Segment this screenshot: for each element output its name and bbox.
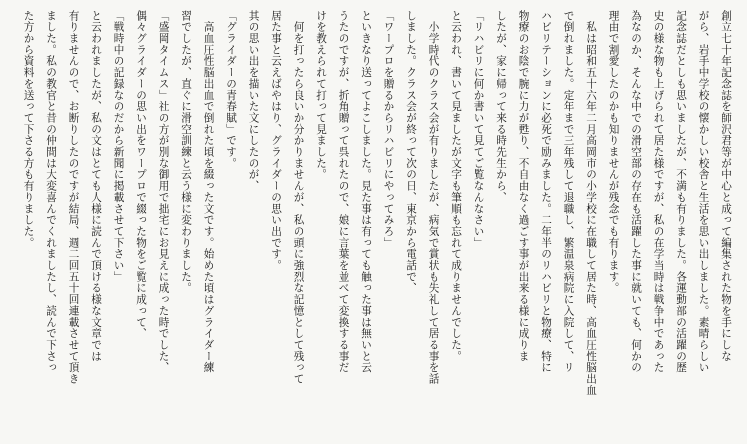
vertical-text-body [11,10,737,426]
text-line: 高血圧性脳出血で倒れた頃を綴った文です。始めた頃はグライダー練 [202,10,215,374]
text-line: で倒れました。定年まで三年残して退職し、繁温泉病院に入院して、リ [562,10,575,374]
text-line: ました。私の教官と昔の仲間は大変喜んでくれましたし、読んで下さっ [45,10,57,374]
text-line: 習でしたが、直ぐに滑空訓練と云う様に変わりました。 [180,10,192,294]
text-line: ハビリテーションに必死で励みました。二年半のリハビリと物療、特に [540,10,552,374]
text-line: しました。クラス会が終って次の日、東京から電話で、 [405,10,417,294]
text-line: 「戦時中の記録なのだから新聞に掲載させて下さい」 [112,10,125,283]
text-line: といきなり送ってよこしました。見た事は有っても触った事は無いと云 [360,10,372,374]
text-line: た方から資料を送って下さる方も有りました。 [22,10,35,249]
text-line: と云われましたが、私の文はとても人様に読んで頂ける様な文章では [90,10,102,362]
text-line: 物療のお陰で腕に力が甦り、不自由なく過ごす事が出来る様に成りま [517,10,530,362]
text-line: 有りませんので、お断りしたのですが結局、週二回五十回連載させて頂き [67,10,80,385]
text-line: 何を打ったら良いか分かりませんが、私の頭に強烈な記憶として残って [292,10,305,385]
text-line: 理由で割愛したのかも知りませんが残念でも有ります。 [607,10,620,294]
text-line: 為なのか、そんな中での滑空部の存在も活躍した事に就いても、何かの [630,10,642,374]
text-line: 「ワープロを贈るからリハビリにやってみろ」 [382,10,395,249]
text-line: 「リハビリに何か書いて見てご覧なんなさい」 [472,10,485,249]
text-line: 居た事と云えばやはり、グライダーの思い出です。 [270,10,282,272]
text-line: したが、家に帰って来る時先生から、 [495,10,507,203]
text-line: 史の様な物も上げられて居た様ですが、私の在学当時は戦争中であった [652,10,665,374]
text-line: 「盛岡タイムス」社の方が別な御用で拙宅にお見えに成った時でした、 [157,10,170,374]
text-line: けを教えられて打って見ました。 [315,10,327,181]
text-line: 創立七十年記念誌を師沢君等が中心と成って編集された物を手にしな [720,10,732,362]
text-line: 私は昭和五十六年二月高岡市の小学校に在職して居た時、高血圧性脳出血 [585,10,597,396]
text-line: と云われ、書いて見ましたが文字も筆順も忘れて成りませんでした。 [450,10,462,362]
text-line: 偶々グライダーの思い出をワープロで綴った物をご覧に成って、 [135,10,147,340]
text-line: がら、岩手中学校の懐かしい校舎と生活を思い出しました。素晴らしい [697,10,710,374]
text-line: 小学時代のクラス会が有りましたが、病気で賞状も失礼して居る事を話 [427,10,440,385]
text-line: 「グライダーの青春賦」です。 [225,10,237,169]
text-line: 記念誌だとしも思いましたが、不満も有りました。各運動部の活躍の歴 [675,10,687,374]
text-line: 其の思い出を描いた文にしたのが、 [247,10,260,192]
text-line: うたのですが、折角贈って呉れたので、娘に言葉を並べて変換する事だ [337,10,350,374]
